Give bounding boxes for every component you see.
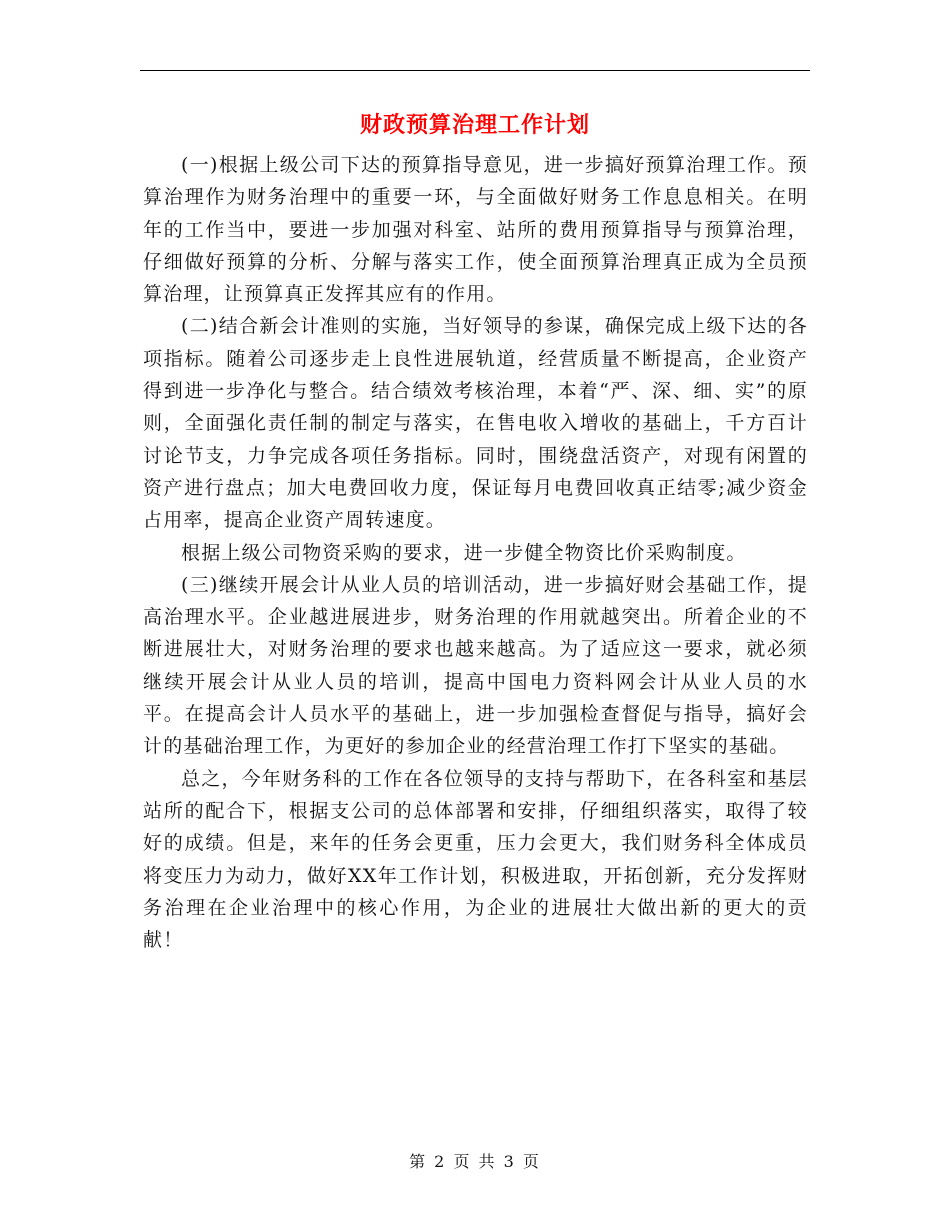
- paragraph-staff-training: (三)继续开展会计从业人员的培训活动，进一步搞好财会基础工作，提高治理水平。企业越进展进步，财务治理的作用就越突出。所着企业的不断进展壮大，对财务治理的要求也越来越高。为了适应这一要求，就必须继续开展会计从业人员的培训，提高中国电力资料网会计从业人员的水平。在提高会计人员水平的基础上，进一步加强检查督促与指导，搞好会计的基础治理工作，为更好的参加企业的经营治理工作打下坚实的基础。: [143, 573, 808, 758]
- document-body: [143, 149, 808, 956]
- paragraph-budget-management: (一)根据上级公司下达的预算指导意见，进一步搞好预算治理工作。预算治理作为财务治理中的重要一环，与全面做好财务工作息息相关。在明年的工作当中，要进一步加强对科室、站所的费用预算指导与预算治理，仔细做好预算的分析、分解与落实工作，使全面预算治理真正成为全员预算治理，让预算真正发挥其应有的作用。: [143, 154, 808, 306]
- paragraph-summary: 总之，今年财务科的工作在各位领导的支持与帮助下，在各科室和基层站所的配合下，根据支公司的总体部署和安排，仔细组织落实，取得了较好的成绩。但是，来年的任务会更重，压力会更大，我们财务科全体成员将变压力为动力，做好XX年工作计划，积极进取，开拓创新，充分发挥财务治理在企业治理中的核心作用，为企业的进展壮大做出新的更大的贡献！: [143, 767, 808, 952]
- paragraph-accounting-standards: (二)结合新会计准则的实施，当好领导的参谋，确保完成上级下达的各项指标。随着公司逐步走上良性进展轨道，经营质量不断提高，企业资产得到进一步净化与整合。结合绩效考核治理，本着“严、深、细、实”的原则，全面强化责任制的制定与落实，在售电收入增收的基础上，千方百计讨论节支，力争完成各项任务指标。同时，围绕盘活资产，对现有闲置的资产进行盘点；加大电费回收力度，保证每月电费回收真正结零;减少资金占用率，提高企业资产周转速度。: [143, 315, 808, 532]
- paragraph-procurement: 根据上级公司物资采购的要求，进一步健全物资比价采购制度。: [181, 541, 747, 564]
- page-number: 第 2 页 共 3 页: [409, 1152, 541, 1171]
- document-title: 财政预算治理工作计划: [359, 112, 590, 138]
- header-rule: [140, 70, 810, 71]
